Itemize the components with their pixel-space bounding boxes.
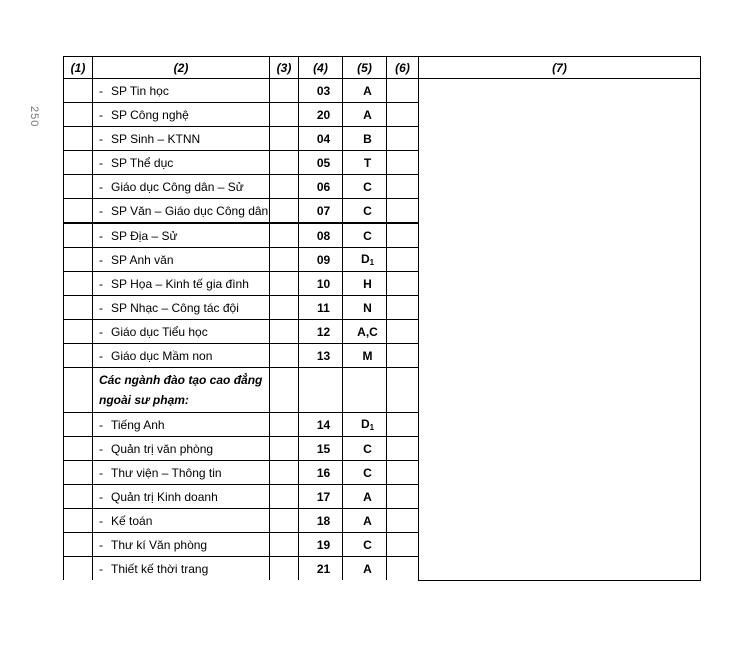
program-name: Kế toán [111,513,153,528]
exam-group [343,127,387,151]
col-3-cell [270,175,299,199]
program-name: SP Tin học [111,83,169,98]
program-name: Giáo dục Công dân – Sử [111,179,244,194]
exam-group [343,485,387,509]
exam-group-letter: H [363,276,372,291]
col-1-cell [64,272,93,296]
col-3-cell [270,437,299,461]
program-name-cell [93,485,270,509]
col-1-cell [64,103,93,127]
col-1-cell [64,533,93,557]
bullet-dash: - [99,131,103,146]
col-1-cell [64,437,93,461]
program-code: 14 [299,413,343,437]
header-col-5: (5) [343,57,387,79]
exam-group-letter: B [363,131,372,146]
exam-group-letter: A [363,513,372,528]
program-name-cell [93,79,270,103]
program-name: SP Công nghệ [111,107,189,122]
col-6-cell [387,79,419,103]
col-3-cell [270,248,299,272]
col-6-cell [387,557,419,581]
exam-group-letter: C [363,465,372,480]
exam-group-letter: C [363,441,372,456]
program-name: SP Văn – Giáo dục Công dân [111,203,269,218]
exam-group [343,344,387,368]
exam-group-letter: C [363,228,372,243]
program-name: Quản trị văn phòng [111,441,214,456]
program-code: 08 [299,223,343,248]
col-1-cell [64,509,93,533]
header-col-6: (6) [387,57,419,79]
exam-group [343,103,387,127]
col-6-cell [387,320,419,344]
exam-group-letter: A,C [357,324,378,339]
col-3-cell [270,272,299,296]
col-6-cell [387,223,419,248]
exam-group [343,413,387,437]
exam-group [343,199,387,224]
col-1-cell [64,223,93,248]
exam-group-subscript: 1 [369,258,375,267]
col-6-cell [387,461,419,485]
exam-group-letter: D [360,417,370,431]
exam-group [343,151,387,175]
program-code: 16 [299,461,343,485]
exam-group [343,272,387,296]
program-name-cell [93,103,270,127]
col-6-cell [387,509,419,533]
exam-group-letter: N [363,300,372,315]
program-code: 10 [299,272,343,296]
col-3-cell [270,533,299,557]
bullet-dash: - [99,228,103,243]
col-3-cell [270,199,299,224]
program-code: 09 [299,248,343,272]
bullet-dash: - [99,179,103,194]
col-3-cell [270,223,299,248]
col-3-cell [270,461,299,485]
program-name-cell [93,320,270,344]
program-name: SP Thể dục [111,155,174,170]
program-code [299,368,343,413]
bullet-dash: - [99,513,103,528]
exam-group-letter: A [363,561,372,576]
program-code: 12 [299,320,343,344]
header-row [64,57,701,79]
program-name-cell [93,127,270,151]
col-6-cell [387,175,419,199]
col-1-cell [64,175,93,199]
bullet-dash: - [99,155,103,170]
bullet-dash: - [99,203,103,218]
exam-group [343,461,387,485]
col-6-cell [387,103,419,127]
program-name: Giáo dục Tiểu học [111,324,208,339]
col-1-cell [64,485,93,509]
col-6-cell [387,248,419,272]
exam-group [343,223,387,248]
exam-group-subscript: 1 [369,423,375,432]
exam-group-letter: D [360,252,370,266]
col-3-cell [270,368,299,413]
exam-group [343,437,387,461]
program-name-cell [93,199,270,224]
col-6-cell [387,127,419,151]
col-3-cell [270,509,299,533]
col-1-cell [64,151,93,175]
program-name-cell [93,461,270,485]
program-name-cell [93,151,270,175]
exam-group [343,509,387,533]
col-1-cell [64,344,93,368]
exam-group [343,557,387,581]
bullet-dash: - [99,465,103,480]
program-name: Giáo dục Mầm non [111,348,213,363]
col-3-cell [270,344,299,368]
program-code: 11 [299,296,343,320]
programs-table [63,56,701,581]
program-name-cell [93,296,270,320]
program-name: SP Địa – Sử [111,228,178,243]
program-code: 04 [299,127,343,151]
col-6-cell [387,344,419,368]
col-6-cell [387,296,419,320]
bullet-dash: - [99,348,103,363]
exam-group-letter: A [363,107,372,122]
col-1-cell [64,557,93,581]
bullet-dash: - [99,276,103,291]
program-name: Quản trị Kinh doanh [111,489,218,504]
col-6-cell [387,272,419,296]
program-name: SP Họa – Kinh tế gia đình [111,276,249,291]
col-3-cell [270,485,299,509]
bullet-dash: - [99,252,103,267]
table-body [64,79,701,581]
program-name: Tiếng Anh [111,417,165,432]
header-col-7: (7) [419,57,701,79]
program-name-cell [93,223,270,248]
col-6-cell [387,437,419,461]
exam-group [343,248,387,272]
program-name: SP Anh văn [111,252,174,267]
exam-group [343,320,387,344]
col-3-cell [270,413,299,437]
header-col-3: (3) [270,57,299,79]
exam-group-letter: A [363,83,372,98]
col-6-cell [387,151,419,175]
program-code: 17 [299,485,343,509]
exam-group-letter: T [363,155,372,170]
col-3-cell [270,79,299,103]
program-name: Thư kí Văn phòng [111,537,208,552]
program-name-cell [93,344,270,368]
program-name-cell [93,437,270,461]
col-1-cell [64,461,93,485]
header-col-1: (1) [64,57,93,79]
bullet-dash: - [99,83,103,98]
program-code: 03 [299,79,343,103]
bullet-dash: - [99,489,103,504]
exam-group [343,368,387,413]
program-name-cell [93,413,270,437]
col-6-cell [387,533,419,557]
program-name: Thư viện – Thông tin [111,465,222,480]
program-code: 21 [299,557,343,581]
bullet-dash: - [99,441,103,456]
col-3-cell [270,557,299,581]
col-7-cell [419,79,701,581]
bullet-dash: - [99,300,103,315]
bullet-dash: - [99,417,103,432]
col-3-cell [270,320,299,344]
col-6-cell [387,368,419,413]
col-1-cell [64,127,93,151]
program-name-cell [93,175,270,199]
program-code: 06 [299,175,343,199]
exam-group-letter: M [362,348,373,363]
program-code: 19 [299,533,343,557]
col-3-cell [270,151,299,175]
exam-group-letter: C [363,179,372,194]
program-name-cell [93,248,270,272]
col-3-cell [270,127,299,151]
exam-group [343,533,387,557]
program-name: SP Nhạc – Công tác đội [111,300,239,315]
program-name-cell [93,533,270,557]
exam-group-letter: C [363,203,372,218]
program-name-cell [93,509,270,533]
col-6-cell [387,413,419,437]
bullet-dash: - [99,324,103,339]
exam-group [343,79,387,103]
header-col-4: (4) [299,57,343,79]
page-number: 250 [28,106,40,128]
program-name-cell [93,557,270,581]
program-code: 05 [299,151,343,175]
program-code: 18 [299,509,343,533]
exam-group-letter: C [363,537,372,552]
program-code: 13 [299,344,343,368]
bullet-dash: - [99,537,103,552]
bullet-dash: - [99,107,103,122]
section-title: Các ngành đào tạo cao đẳng ngoài sư phạm: [93,368,270,413]
exam-group-letter: A [363,489,372,504]
program-name: Thiết kế thời trang [111,561,209,576]
col-1-cell [64,413,93,437]
program-name-cell [93,272,270,296]
col-1-cell [64,79,93,103]
header-col-2: (2) [93,57,270,79]
program-name: SP Sinh – KTNN [111,131,201,146]
exam-group [343,175,387,199]
table-row [64,79,701,103]
exam-group [343,296,387,320]
col-1-cell [64,199,93,224]
program-code: 07 [299,199,343,224]
col-1-cell [64,248,93,272]
col-1-cell [64,368,93,413]
col-6-cell [387,485,419,509]
program-code: 15 [299,437,343,461]
program-code: 20 [299,103,343,127]
bullet-dash: - [99,561,103,576]
col-3-cell [270,103,299,127]
col-1-cell [64,320,93,344]
col-1-cell [64,296,93,320]
col-3-cell [270,296,299,320]
col-6-cell [387,199,419,224]
